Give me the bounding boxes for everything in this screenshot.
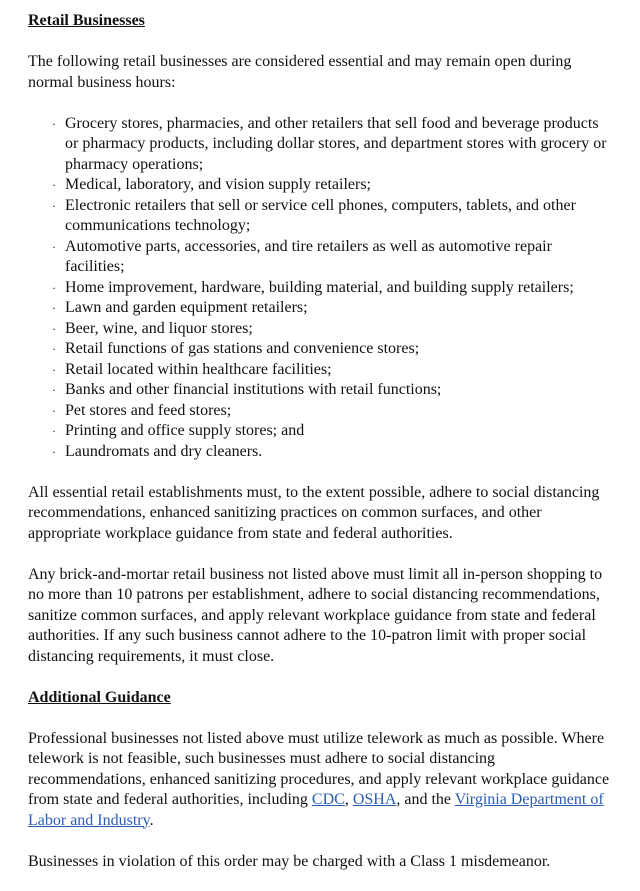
list-item-text: Retail functions of gas stations and convenience stores;	[65, 340, 420, 357]
list-item-text: Banks and other financial institutions with retail functions;	[65, 381, 442, 398]
period-text: .	[149, 811, 154, 829]
separator-text: , and the	[396, 791, 455, 808]
list-item	[28, 196, 612, 237]
spacer	[28, 667, 612, 688]
list-item	[28, 401, 612, 422]
bullet-dot: ·	[52, 280, 56, 295]
spacer	[28, 544, 612, 565]
heading-additional-guidance: Additional Guidance	[28, 688, 171, 706]
list-item-text: Medical, laboratory, and vision supply retailers;	[65, 176, 371, 193]
spacer	[28, 462, 612, 483]
bullet-dot: ·	[52, 383, 56, 397]
bullet-dot: ·	[52, 178, 56, 192]
list-item	[28, 442, 612, 463]
list-item-text: Grocery stores, pharmacies, and other retailers that sell food and beverage products or pharmacy products, including dollar stores, and department stores with grocery or pharmacy operations;	[65, 114, 607, 173]
bullet-dot: ·	[52, 239, 56, 254]
bullet-dot: ·	[52, 198, 56, 213]
list-item	[28, 360, 612, 381]
list-item-text: Printing and office supply stores; and	[65, 422, 305, 439]
separator-text: ,	[344, 791, 353, 808]
bullet-dot: ·	[52, 403, 56, 418]
bullet-dot: ·	[52, 321, 56, 336]
list-item-text: Electronic retailers that sell or service cell phones, computers, tablets, and other communications technology;	[65, 196, 576, 234]
bullet-dot: ·	[52, 301, 56, 315]
list-item-text: Laundromats and dry cleaners.	[65, 442, 263, 460]
list-item	[28, 278, 612, 299]
list-item-text: Home improvement, hardware, building material, and building supply retailers;	[65, 278, 574, 296]
list-item	[28, 421, 612, 442]
bullet-dot: ·	[52, 444, 56, 459]
list-item-text: Automotive parts, accessories, and tire retailers as well as automotive repair facilities;	[65, 237, 552, 275]
virginia-dli-link[interactable]: Virginia Department of Labor and Industry	[28, 791, 604, 829]
essential-retail-guidance-paragraph: All essential retail establishments must, to the extent possible, adhere to social distancing recommendations, enhanced sanitizing practices on common surfaces, and other appropriate workplace guidance from state and federal authorities.	[28, 483, 600, 542]
bullet-dot: ·	[52, 362, 56, 377]
bullet-dot: ·	[52, 424, 56, 438]
intro-paragraph: The following retail businesses are considered essential and may remain open during normal business hours:	[28, 53, 572, 91]
list-item-text: Retail located within healthcare facilities;	[65, 360, 332, 378]
list-item-text: Beer, wine, and liquor stores;	[65, 319, 253, 337]
spacer	[28, 32, 612, 53]
list-item-text: Pet stores and feed stores;	[65, 401, 232, 419]
list-item-text: Lawn and garden equipment retailers;	[65, 299, 308, 316]
bullet-dot: ·	[52, 116, 56, 131]
heading-retail-businesses: Retail Businesses	[28, 12, 145, 29]
list-item	[28, 319, 612, 340]
telework-text: Professional businesses not listed above must utilize telework as much as possible. Where telework is not feasible, such businesses must adhere to social distancing recommendations, enhanced sanitizing procedures, and apply relevant workplace guidance from state and federal authorities, including	[28, 729, 610, 808]
spacer	[28, 93, 612, 114]
cdc-link[interactable]: CDC	[311, 791, 345, 808]
list-item	[28, 298, 612, 319]
list-item	[28, 114, 612, 176]
bullet-dot: ·	[52, 342, 56, 356]
list-item	[28, 339, 612, 360]
non-essential-retail-paragraph: Any brick-and-mortar retail business not listed above must limit all in-person shopping to no more than 10 patrons per establishment, adhere to social distancing recommendations, sanitize common surfaces, and apply relevant workplace guidance from state and federal authorities. If any such business cannot adhere to the 10-patron limit with proper social distancing requirements, it must close.	[28, 565, 603, 665]
spacer	[28, 708, 612, 729]
essential-retail-list	[28, 114, 612, 463]
list-item	[28, 237, 612, 278]
list-item	[28, 175, 612, 196]
osha-link[interactable]: OSHA	[352, 791, 397, 808]
telework-paragraph	[28, 729, 612, 832]
violation-paragraph: Businesses in violation of this order may be charged with a Class 1 misdemeanor.	[28, 852, 551, 870]
spacer	[28, 831, 612, 852]
list-item	[28, 380, 612, 401]
